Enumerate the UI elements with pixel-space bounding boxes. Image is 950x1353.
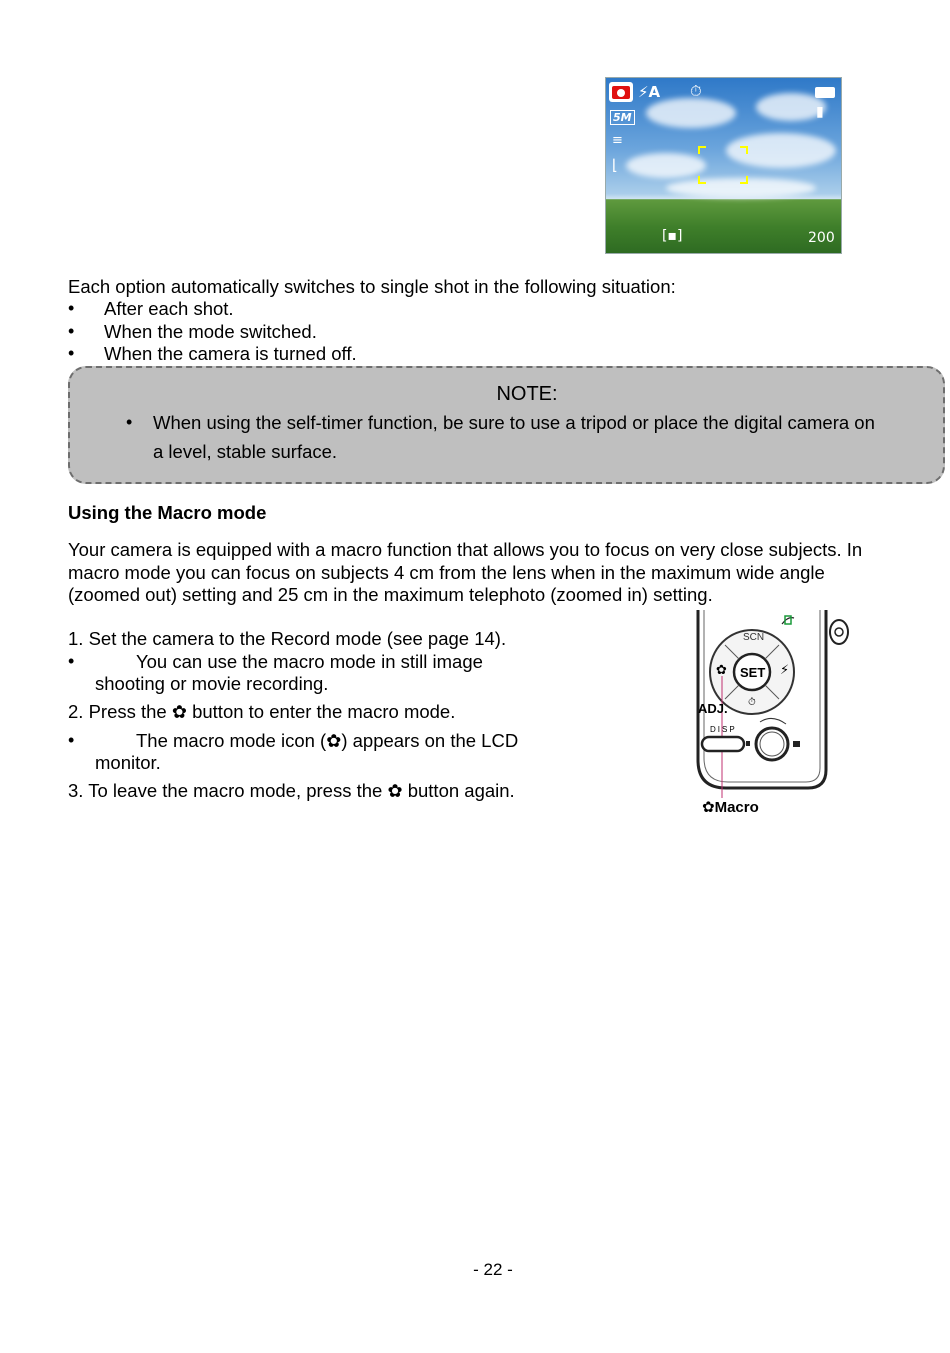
step-3-text-start: 3. To leave the macro mode, press the — [68, 780, 383, 801]
step-2-note-line-2: monitor. — [95, 752, 161, 773]
note-title: NOTE: — [496, 383, 558, 405]
macro-paragraph-line-1: Your camera is equipped with a macro function that allows you to focus on very close subjects. In — [68, 539, 863, 560]
macro-flower-icon: ✿ — [387, 781, 403, 801]
intro-bullet-1: After each shot. — [104, 298, 234, 319]
bullet-marker: • — [68, 730, 75, 750]
set-button-label: SET — [740, 665, 766, 680]
bullet-marker: • — [68, 343, 75, 363]
step-1-note-line-2: shooting or movie recording. — [95, 673, 329, 694]
note-line-1: When using the self-timer function, be sure to use a tripod or place the digital camera on — [153, 412, 875, 433]
page-number: - 22 - — [473, 1260, 513, 1279]
step-2-text-end: button to enter the macro mode. — [192, 701, 456, 722]
step-2-note-text-start: The macro mode icon ( — [136, 730, 327, 751]
section-heading: Using the Macro mode — [68, 502, 267, 523]
step-2 — [68, 701, 455, 723]
lcd-preview-image — [605, 77, 842, 254]
macro-flower-icon: ✿ — [326, 731, 342, 751]
step-1-note-line-1: You can use the macro mode in still image — [136, 651, 483, 672]
adj-label: ADJ. — [698, 701, 728, 716]
macro-paragraph-line-2: macro mode you can focus on subjects 4 cm from the lens when in the maximum wide angle — [68, 562, 825, 583]
flash-button-icon: ⚡ — [780, 662, 790, 677]
timer-button-icon: ⏱ — [748, 697, 756, 708]
flash-auto-icon: ⚡A — [638, 83, 661, 101]
bullet-marker: • — [68, 651, 75, 671]
scn-label: SCN — [743, 632, 765, 643]
intro-sentence: Each option automatically switches to single shot in the following situation: — [68, 276, 676, 297]
step-2-text-start: 2. Press the — [68, 701, 167, 722]
quality-icon: ≡ — [612, 133, 623, 148]
intro-bullet-3: When the camera is turned off. — [104, 343, 357, 364]
battery-icon — [815, 87, 835, 98]
macro-callout — [702, 798, 759, 816]
step-3 — [68, 780, 515, 802]
step-2-note-line-1 — [136, 730, 518, 752]
note-line-2: a level, stable surface. — [153, 441, 338, 462]
metering-icon: [▪] — [662, 228, 683, 244]
step-1: 1. Set the camera to the Record mode (see page 14). — [68, 628, 507, 649]
macro-callout-label: Macro — [714, 799, 759, 816]
drive-mode-icon: ⌊ — [612, 156, 618, 174]
macro-paragraph-line-3: (zoomed out) setting and 25 cm in the maximum telephoto (zoomed in) setting. — [68, 584, 713, 605]
camera-back-illustration — [690, 610, 852, 822]
resolution-badge: 5M — [610, 110, 635, 125]
memory-card-icon: ▮ — [816, 104, 824, 120]
camera-controls-drawing — [690, 610, 852, 822]
shots-remaining: 200 — [808, 230, 835, 246]
macro-flower-icon: ✿ — [171, 702, 187, 722]
macro-flower-icon: ✿ — [702, 799, 715, 816]
step-2-note-text-end: ) appears on the LCD — [341, 730, 519, 751]
camera-mode-icon — [609, 82, 633, 102]
step-3-text-end: button again. — [407, 780, 515, 801]
bullet-marker: • — [68, 321, 75, 341]
focus-frame — [698, 146, 748, 184]
disp-label: DISP — [710, 725, 737, 734]
bullet-marker: • — [126, 412, 133, 432]
bullet-marker: • — [68, 298, 75, 318]
intro-bullet-2: When the mode switched. — [104, 321, 317, 342]
macro-button-icon: ✿ — [716, 662, 727, 677]
self-timer-icon: ⏱ — [690, 82, 702, 100]
